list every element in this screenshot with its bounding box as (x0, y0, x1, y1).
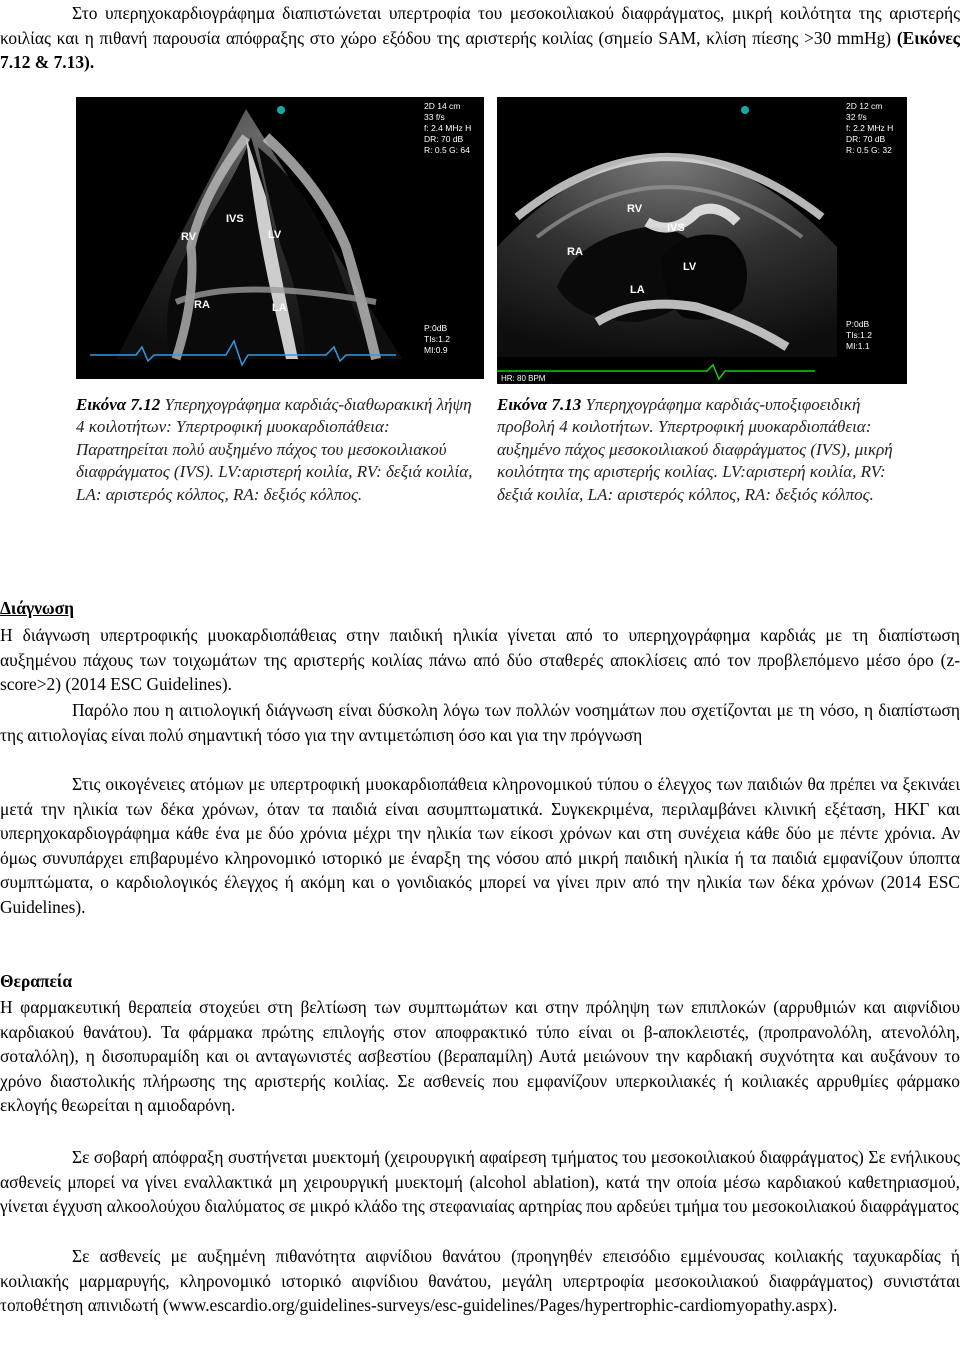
lv-label: LV (268, 229, 282, 241)
ivs-label: IVS (667, 222, 685, 234)
diagnosis-paragraph-2: Παρόλο που η αιτιολογική διάγνωση είναι δύσκολη λόγω των πολλών νοσημάτων που σχετίζονται με τη νόσο, η διαπίστωση της αιτιολογίας είναι πολύ σημαντική τόσο για την αντιμετώπιση όσο και για την πρόγνωση (0, 700, 960, 745)
ivs-label: IVS (226, 213, 244, 225)
intro-paragraph (0, 1, 960, 75)
la-label: LA (630, 284, 645, 296)
heart-rate-readout: HR: 80 BPM (501, 374, 546, 383)
rv-label: RV (181, 231, 197, 243)
diagnosis-paragraph-1: Η διάγνωση υπερτροφικής μυοκαρδιοπάθειας στην παιδική ηλικία γίνεται από το υπερηχογράφημα καρδιάς με τη διαπίστωση αυξημένου πάχους των τοιχωμάτων της αριστερής κοιλίας πάνω από δύο σταθερές αποκλίσεις από τον προβλεπόμενο μέσο όρο (z-score>2) (2014 ESC Guidelines). (0, 625, 960, 695)
figure-7-13-label: Εικόνα 7.13 (497, 395, 582, 414)
figure-7-12-caption-text: Υπερηχογράφημα καρδιάς-διαθωρακική λήψη 4 κοιλοτήτων: Υπερτροφική μυοκαρδιοπάθεια: Παρατηρείται πολύ αυξημένο πάχος του μεσοκοιλιακού διαφράγματος (IVS). LV:αριστερή κοιλία, RV: δεξιά κοιλία, LA: αριστερός κόλπος, RA: δεξιός κόλπος. (76, 395, 473, 504)
fig2-overlay-line: DR: 70 dB (846, 134, 886, 144)
fig2-overlay-line: MI:1.1 (846, 341, 870, 351)
ra-label: RA (567, 246, 583, 258)
fig1-overlay-line: f: 2.4 MHz H (424, 123, 472, 133)
intro-text: Στο υπερηχοκαρδιογράφημα διαπιστώνεται υπερτροφία του μεσοκοιλιακού διαφράγματος, μικρή κοιλότητα της αριστερής κοιλίας και η πιθανή παρουσία απόφραξης στο χώρο εξόδου της αριστερής κοιλίας (σημείο SAM, κλίση πίεσης >30 mmHg) (0, 3, 960, 48)
lv-label: LV (683, 261, 697, 273)
ra-label: RA (194, 299, 210, 311)
la-label: LA (272, 302, 287, 314)
fig1-overlay-line: R: 0.5 G: 64 (424, 145, 470, 155)
fig1-overlay-line: 33 f/s (424, 112, 445, 122)
fig2-overlay-line: TIs:1.2 (846, 330, 872, 340)
echo-image-subcostal (497, 97, 907, 384)
therapy-heading: Θεραπεία (0, 971, 73, 991)
fig1-overlay-line: MI:0.9 (424, 345, 448, 355)
fig1-overlay-line: TIs:1.2 (424, 334, 450, 344)
figure-7-12-label: Εικόνα 7.12 (76, 395, 161, 414)
therapy-paragraph-3: Σε ασθενείς με αυξημένη πιθανότητα αιφνίδιου θανάτου (προηγηθέν επεισόδιο εμμένουσας κοιλιακής ταχυκαρδίας ή κοιλιακής μαρμαρυγής, κληρονομικό ιστορικό αιφνίδιου θανάτου, μεγάλη υπερτροφία μεσοκοιλιακού διαφράγματος) συνιστάται τοποθέτηση απινιδωτή (www.escardio.org/guidelines-surveys/esc-guidelines/Pages/hypertrophic-cardiomyopathy.aspx). (0, 1246, 960, 1316)
intro-figure-reference: (Εικόνες 7.12 & 7.13). (0, 27, 960, 73)
rv-label: RV (627, 203, 643, 215)
fig1-overlay-line: P:0dB (424, 323, 448, 333)
fig1-overlay-line: DR: 70 dB (424, 134, 464, 144)
fig2-overlay-line: P:0dB (846, 319, 870, 329)
fig2-overlay-line: f: 2.2 MHz H (846, 123, 894, 133)
fig2-overlay-line: R: 0.5 G: 32 (846, 145, 892, 155)
echo-image-four-chamber (76, 97, 484, 379)
figure-7-13-caption (497, 394, 907, 506)
diagnosis-paragraph-3: Στις οικογένειες ατόμων με υπερτροφική μυοκαρδιοπάθεια κληρονομικού τύπου ο έλεγχος των παιδιών θα πρέπει να ξεκινάει μετά την ηλικία των δέκα χρόνων, όταν τα παιδιά είναι ασυμπτωματικά. Συγκεκριμένα, περιλαμβάνει κλινική εξέταση, ΗΚΓ και υπερηχοκαρδιογράφημα κάθε ένα με δύο χρόνια μέχρι την ηλικία των είκοσι χρόνων και στη συνέχεια κάθε δύο με πέντε χρόνια. Αν όμως συνυπάρχει επιβαρυμένο κληρονομικό ιστορικό με έναρξη της νόσου από μικρή παιδική ηλικία ή τα παιδιά εμφανίζουν ύποπτα συμπτώματα, ο καρδιολογικός έλεγχος ή ακόμη και ο γονιδιακός μπορεί να γίνει πριν από την ηλικία των δέκα χρόνων (2014 ESC Guidelines). (0, 774, 960, 917)
fig2-overlay-line: 32 f/s (846, 112, 867, 122)
figure-7-12-caption (76, 394, 476, 506)
figure-7-13-caption-text: Υπερηχογράφημα καρδιάς-υποξιφοειδική προβολή 4 κοιλοτήτων. Υπερτροφική μυοκαρδιοπάθεια: αυξημένο πάχος μεσοκοιλιακού διαφράγματος (IVS), μικρή κοιλότητα της αριστερής κοιλίας. LV:αριστερή κοιλία, RV: δεξιά κοιλία, LA: αριστερός κόλπος, RA: δεξιός κόλπος. (497, 395, 893, 504)
diagnosis-heading: Διάγνωση (0, 598, 74, 618)
fig1-overlay-line: 2D 14 cm (424, 101, 461, 111)
therapy-paragraph-2: Σε σοβαρή απόφραξη συστήνεται μυεκτομή (χειρουργική αφαίρεση τμήματος του μεσοκοιλιακού διαφράγματος) Σε ενήλικους ασθενείς μπορεί να γίνει εναλλακτικά μη χειρουργική μυεκτομή (alcohol ablation), κατά την οποία μέσω καρδιακού καθετηριασμού, γίνεται έγχυση αλκοολούχου διαλύματος σε μικρό κλάδο της στεφανιαίας αρτηρίας που αρδεύει τμήμα του μεσοκοιλιακού διαφράγματος (0, 1147, 960, 1217)
fig2-overlay-line: 2D 12 cm (846, 101, 883, 111)
therapy-paragraph-1: Η φαρμακευτική θεραπεία στοχεύει στη βελτίωση των συμπτωμάτων και στην πρόληψη των επιπλοκών (αρρυθμιών και αιφνίδιου καρδιακού θανάτου). Τα φάρμακα πρώτης επιλογής στον αποφρακτικό τύπο είναι οι β-αποκλειστές, (προπρανολόλη, ατενολόλη, σοταλόλη), η δισοπυραμίδη και οι ανταγωνιστές ασβεστίου (βεραπαμίλη) Αυτά μειώνουν την καρδιακή συχνότητα και αυξάνουν το χρόνο διαστολικής πλήρωσης της αριστερής κοιλίας. Σε ασθενείς που εμφανίζουν υπερκοιλιακές ή κοιλιακές αρρυθμίες φάρμακο εκλογής θεωρείται η αμιοδαρόνη. (0, 997, 960, 1116)
